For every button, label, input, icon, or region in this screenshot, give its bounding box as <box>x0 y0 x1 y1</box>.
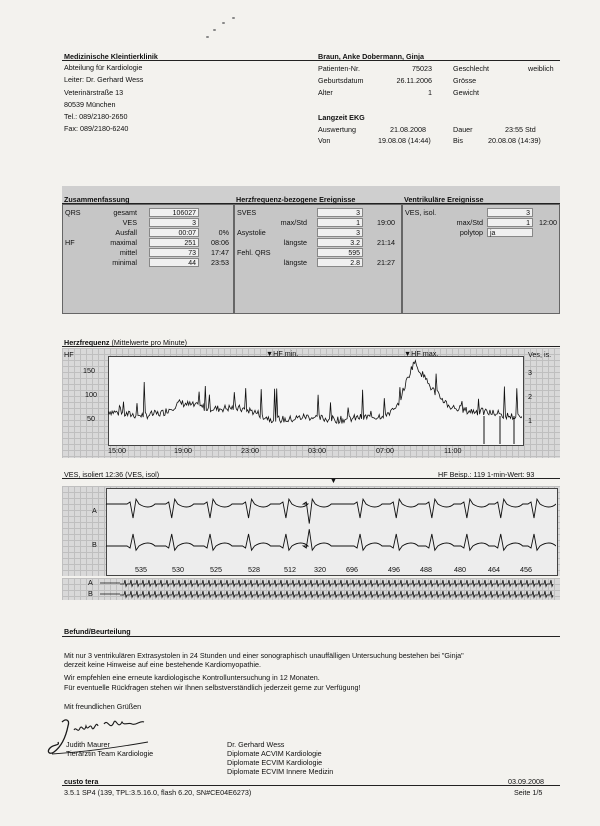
ecg-trace-b <box>106 529 556 550</box>
scan-speck <box>213 29 216 31</box>
summary-row-value: 44 <box>149 258 199 267</box>
clinic-street: Veterinärstraße 13 <box>64 88 124 97</box>
ekg-auswertung-label: Auswertung <box>318 125 356 134</box>
ekg-bis-label: Bis <box>453 136 463 145</box>
summary-row-label: Ausfall <box>115 228 137 237</box>
hr-ytick: 150 <box>83 366 95 375</box>
vent-event-row <box>403 218 559 228</box>
strip-title-main: VES, isoliert 12:36 <box>64 470 124 479</box>
summary-row-time: 0% <box>218 228 229 237</box>
strip-title-sub: (VES, isol) <box>125 470 160 479</box>
summary-row-value: 3 <box>149 218 199 227</box>
strip-channel-a: A <box>92 506 97 515</box>
hf-event-row <box>235 258 401 268</box>
hf-event-time <box>365 248 395 258</box>
hr-title-main: Herzfrequenz <box>64 338 110 347</box>
vent-event-row <box>403 228 559 238</box>
vent-event-row <box>403 208 559 218</box>
befund-line: Mit nur 3 ventrikulären Extrasystolen in 24 Stunden und einer sonographisch unauffälligen Untersuchung bestehen bei "Ginja" <box>64 651 464 660</box>
hf-event-label <box>275 228 307 238</box>
strip-title <box>64 470 159 479</box>
signer-right-role: Diplomate ECVIM Kardiologie <box>227 758 323 767</box>
patient-height-label: Grösse <box>453 76 477 85</box>
hf-event-row <box>235 208 401 218</box>
hr-ves-markers <box>484 416 514 444</box>
hf-events-title: Herzfrequenz-bezogene Ereignisse <box>236 195 356 204</box>
rr-value: 480 <box>454 565 466 574</box>
strip-ves-marker: ▼ <box>330 478 337 485</box>
hf-event-time: 21:14 <box>377 238 395 247</box>
overview-channel-b: B <box>88 589 93 598</box>
patient-dob: 26.11.2006 <box>396 76 432 85</box>
summary-row <box>63 258 233 268</box>
hf-event-row <box>235 248 401 258</box>
clinic-head: Leiter: Dr. Gerhard Wess <box>64 75 144 84</box>
hr-marker-max-label: HF max. <box>411 349 439 358</box>
footer-version: 3.5.1 SP4 (139, TPL:3.5.16.0, flash 6.20, SN#CE04E6273) <box>64 788 252 797</box>
rr-value: 320 <box>314 565 326 574</box>
overview-ecg-svg <box>100 578 556 600</box>
vent-events-title: Ventrikuläre Ereignisse <box>404 195 484 204</box>
rr-value: 456 <box>520 565 532 574</box>
patient-age-label: Alter <box>318 88 333 97</box>
summary-row-time <box>201 218 229 228</box>
summary-row-label: gesamt <box>113 208 137 217</box>
befund-title: Befund/Beurteilung <box>64 627 131 636</box>
summary-row-time: 23:53 <box>211 258 229 267</box>
rr-value: 696 <box>346 565 358 574</box>
hf-event-value: 3.2 <box>317 238 363 247</box>
hf-event-value: 2.8 <box>317 258 363 267</box>
hf-event-value: 3 <box>317 228 363 237</box>
summary-row <box>63 228 233 238</box>
vent-event-value: ja <box>487 228 533 237</box>
summary-row-group: HF <box>65 238 75 247</box>
befund-line: Wir empfehlen eine erneute kardiologische Kontrolluntersuchung in 12 Monaten. <box>64 673 320 682</box>
summary-row <box>63 248 233 258</box>
signer-right-role: Diplomate ACVIM Kardiologie <box>227 749 322 758</box>
befund-line: derzeit keine Hinweise auf eine bestehende Kardiomyopathie. <box>64 660 261 669</box>
summary-row-group: QRS <box>65 208 81 217</box>
footer-rule <box>62 785 560 786</box>
overview-channel-a: A <box>88 578 93 587</box>
patient-sex-label: Geschlecht <box>453 64 489 73</box>
hf-event-row <box>235 218 401 228</box>
ekg-dauer: 23:55 Std <box>505 125 536 134</box>
hf-events-panel <box>234 204 402 314</box>
hf-event-value: 1 <box>317 218 363 227</box>
hr-right-tick: 3 <box>528 368 532 377</box>
hf-event-label: max/Std <box>280 218 307 227</box>
summary-row <box>63 208 233 218</box>
hr-marker-min-label: HF min. <box>273 349 299 358</box>
vent-event-label <box>443 208 483 218</box>
hr-trace-line <box>108 361 522 424</box>
rr-value: 525 <box>210 565 222 574</box>
rr-value: 464 <box>488 565 500 574</box>
hr-title-sub: (Mittelwerte pro Minute) <box>111 338 188 347</box>
summary-row-label: minimal <box>112 258 137 267</box>
vent-event-time <box>531 228 557 238</box>
footer-brand: custo tera <box>64 777 99 786</box>
hf-event-row <box>235 228 401 238</box>
hr-right-tick: 1 <box>528 416 532 425</box>
strip-right-info: HF Beisp.: 119 1-min-Wert: 93 <box>438 470 535 479</box>
footer-page: Seite 1/5 <box>514 788 543 797</box>
clinic-dept: Abteilung für Kardiologie <box>64 63 143 72</box>
hr-ytick: 100 <box>85 390 97 399</box>
hf-event-label: längste <box>283 238 307 247</box>
clinic-city: 80539 München <box>64 100 116 109</box>
patient-name: Braun, Anke Dobermann, Ginja <box>318 52 424 61</box>
scan-speck <box>232 17 235 19</box>
ekg-auswertung: 21.08.2008 <box>390 125 426 134</box>
patient-nr-label: Patienten-Nr. <box>318 64 360 73</box>
befund-greeting: Mit freundlichen Grüßen <box>64 702 142 711</box>
hf-event-row <box>235 238 401 248</box>
hf-event-group: Asystolie <box>237 228 266 237</box>
patient-weight-label: Gewicht <box>453 88 479 97</box>
summary-row <box>63 238 233 248</box>
hf-event-time <box>365 228 395 238</box>
signer-left-name: Judith Maurer <box>66 740 110 749</box>
summary-row-time: 08:06 <box>211 238 229 247</box>
rr-value: 488 <box>420 565 432 574</box>
overview-trace-a <box>120 580 553 586</box>
hf-event-value: 3 <box>317 208 363 217</box>
rr-value: 535 <box>135 565 147 574</box>
hf-event-group: Fehl. QRS <box>237 248 271 257</box>
hf-event-label <box>275 248 307 258</box>
clinic-fax: Fax: 089/2180-6240 <box>64 124 129 133</box>
summary-row-label: mittel <box>119 248 137 257</box>
overview-trace-b <box>120 591 553 597</box>
hr-xtick: 03:00 <box>308 446 326 455</box>
summary-title: Zusammenfassung <box>64 195 130 204</box>
patient-nr: 75023 <box>412 64 432 73</box>
summary-row <box>63 218 233 228</box>
hf-event-group: SVES <box>237 208 257 217</box>
ekg-bis: 20.08.08 (14:39) <box>488 136 541 145</box>
summary-row-value: 00:07 <box>149 228 199 237</box>
vent-event-label: max/Std <box>456 218 483 227</box>
vent-event-value: 3 <box>487 208 533 217</box>
vent-event-value: 1 <box>487 218 533 227</box>
ekg-von: 19.08.08 (14:44) <box>378 136 431 145</box>
hr-xtick: 23:00 <box>241 446 259 455</box>
hf-event-value: 595 <box>317 248 363 257</box>
summary-row-time <box>201 208 229 218</box>
hf-event-time: 21:27 <box>377 258 395 267</box>
summary-row-label: VES <box>122 218 137 227</box>
clinic-name: Medizinische Kleintierklinik <box>64 52 158 61</box>
rr-value: 496 <box>388 565 400 574</box>
vent-event-group: VES, isol. <box>405 208 437 217</box>
patient-age: 1 <box>428 88 432 97</box>
summary-row-value: 106027 <box>149 208 199 217</box>
patient-sex: weiblich <box>528 64 554 73</box>
scan-speck <box>222 22 225 24</box>
vent-event-time: 12:00 <box>539 218 557 227</box>
summary-row-time: 17:47 <box>211 248 229 257</box>
hr-xtick: 11:00 <box>444 446 462 455</box>
hr-right-tick: 2 <box>528 392 532 401</box>
hr-ylabel: HF <box>64 350 74 359</box>
hr-ytick: 50 <box>87 414 95 423</box>
vent-events-panel <box>402 204 560 314</box>
ekg-von-label: Von <box>318 136 331 145</box>
ekg-dauer-label: Dauer <box>453 125 473 134</box>
hr-right-label: Ves, is. <box>528 350 552 359</box>
strip-ecg-svg <box>106 488 556 574</box>
hr-chart-svg <box>108 356 522 444</box>
rr-value: 530 <box>172 565 184 574</box>
hr-xtick: 07:00 <box>376 446 394 455</box>
hr-xtick: 15:00 <box>108 446 126 455</box>
befund-line: Für eventuelle Rückfragen stehen wir Ihnen selbstverständlich jederzeit gerne zur Verfügung! <box>64 683 361 692</box>
hr-marker-min: ▼HF min. <box>266 349 299 358</box>
hf-event-label: längste <box>283 258 307 267</box>
footer-date: 03.09.2008 <box>508 777 544 786</box>
strip-channel-b: B <box>92 540 97 549</box>
ecg-trace-a <box>106 499 556 523</box>
vent-event-time <box>531 208 557 218</box>
hr-marker-max: ▼HF max. <box>404 349 439 358</box>
signer-left-role: Tierärztin Team Kardiologie <box>66 749 154 758</box>
summary-row-value: 251 <box>149 238 199 247</box>
befund-rule <box>62 636 560 637</box>
vent-event-label: polytop <box>459 228 483 237</box>
ekg-title: Langzeit EKG <box>318 113 365 122</box>
rr-value: 528 <box>248 565 260 574</box>
hr-title <box>64 338 187 347</box>
rr-value: 512 <box>284 565 296 574</box>
hr-xtick: 19:00 <box>174 446 192 455</box>
hf-event-time: 19:00 <box>377 218 395 227</box>
summary-panel <box>62 204 234 314</box>
summary-row-value: 73 <box>149 248 199 257</box>
summary-row-label: maximal <box>110 238 137 247</box>
patient-dob-label: Geburtsdatum <box>318 76 364 85</box>
hf-event-label <box>275 208 307 218</box>
hf-event-time <box>365 208 395 218</box>
clinic-tel: Tel.: 089/2180-2650 <box>64 112 128 121</box>
signer-right-role: Diplomate ECVIM Innere Medizin <box>227 767 334 776</box>
signer-right-name: Dr. Gerhard Wess <box>227 740 285 749</box>
scan-speck <box>206 36 209 38</box>
